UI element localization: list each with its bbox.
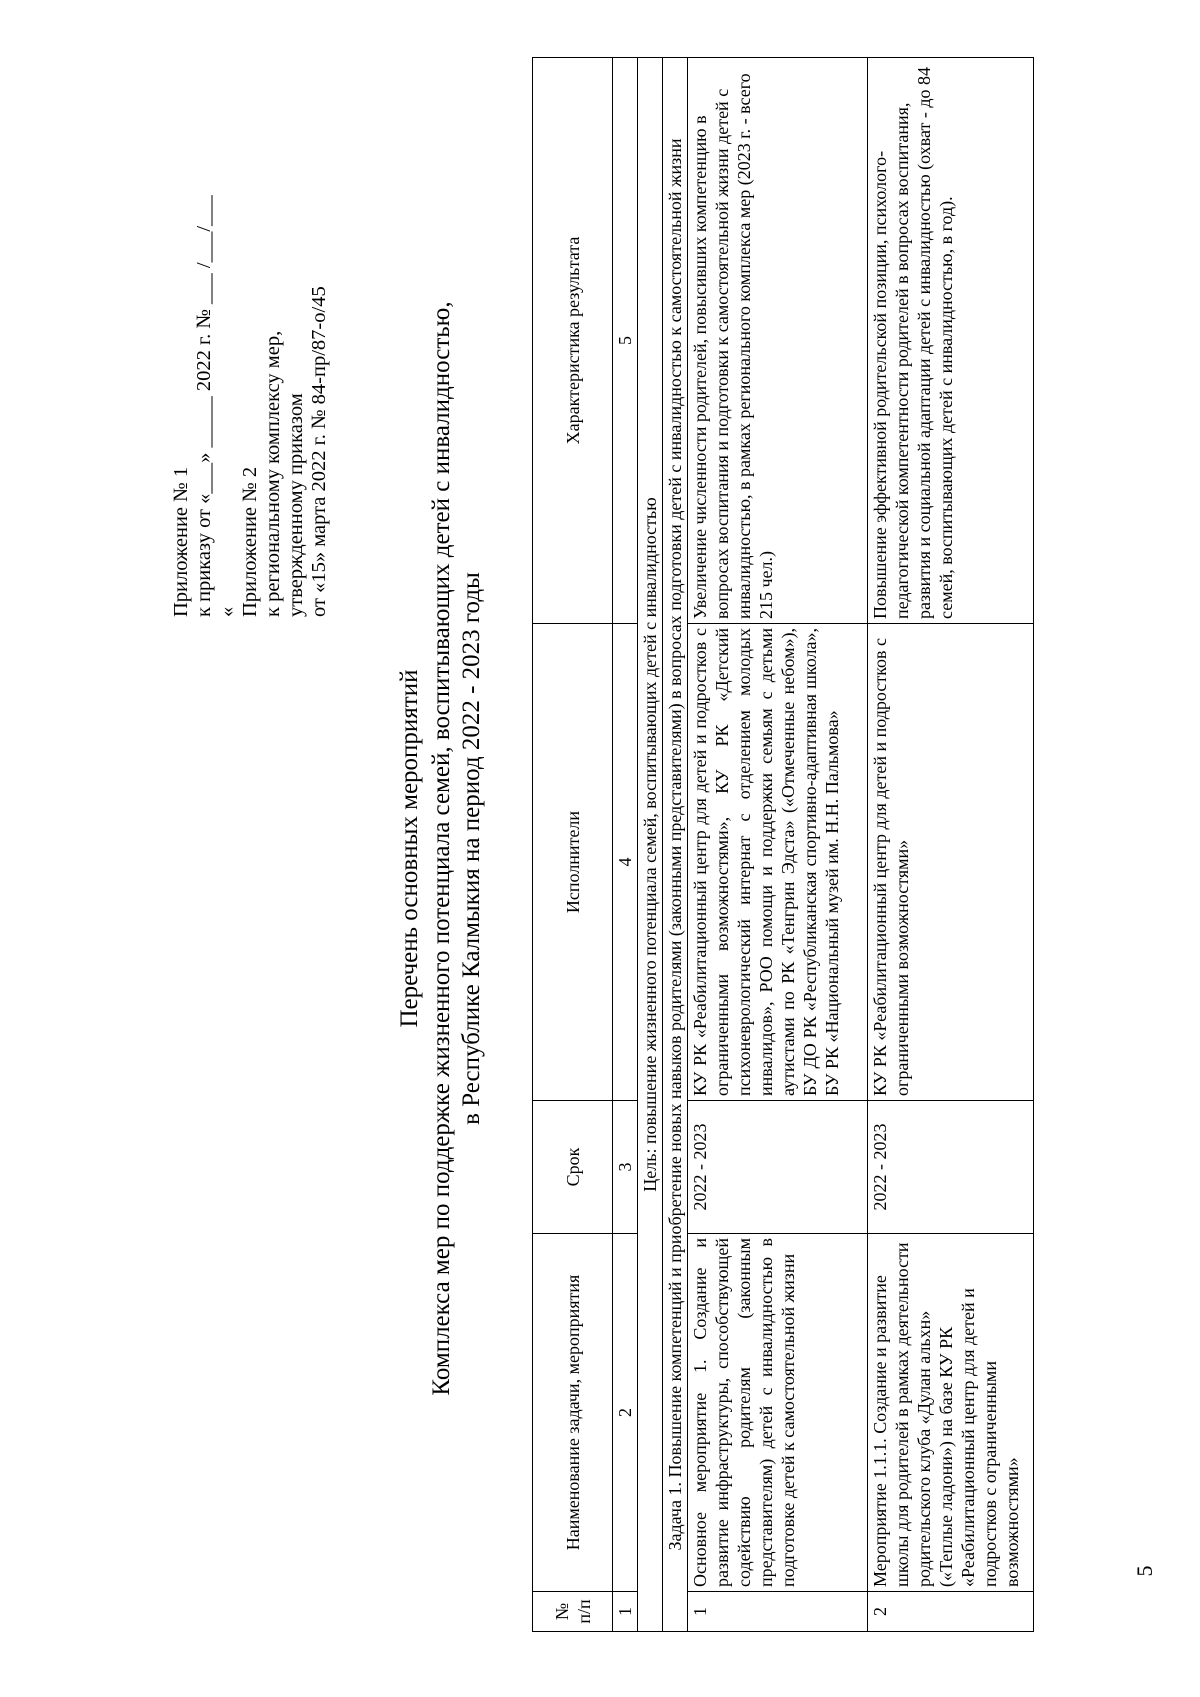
header-executors: Исполнители <box>533 624 613 1101</box>
document-title <box>395 0 487 1697</box>
page-number: 5 <box>1132 1565 1157 1577</box>
row-num: 2 <box>868 1592 1034 1632</box>
title-line-1: Перечень основных мероприятий <box>396 669 423 1028</box>
col-number-1: 1 <box>613 1592 638 1632</box>
header-num: № п/п <box>533 1592 613 1632</box>
header-row <box>533 58 613 1632</box>
header-name: Наименование задачи, мероприятия <box>533 1234 613 1592</box>
table-row <box>688 58 868 1632</box>
header-period: Срок <box>533 1101 613 1234</box>
appendix-header <box>170 57 331 617</box>
col-number-4: 4 <box>613 624 638 1101</box>
appendix-line-1: Приложение № 1 <box>170 466 192 617</box>
row-result: Повышение эффективной родительской позиции, психолого-педагогической компетентности родителей в вопросах воспитания, развития и социальной адаптации детей с инвалидностью (охват - до 84 семей, воспитывающих детей с инвалидностью, в год). <box>868 58 1034 624</box>
row-name: Основное мероприятие 1. Создание и развитие инфраструктуры, способствующей содействию родителям (законным представителям) детей с инвалидностью в подготовке детей к самостоятельной жизни <box>688 1234 868 1592</box>
appendix-line-4: Приложение № 2 <box>239 466 261 617</box>
task-row <box>663 58 688 1632</box>
row-executors: КУ РК «Реабилитационный центр для детей и подростков с ограниченными возможностями», КУ РК «Детский психоневрологический интернат с отделением молодых инвалидов», РОО помощи и поддержки семьям с детьми аутистами по РК «Тенгрин Эдста» («Отмеченные небом»), БУ ДО РК «Республиканская спортивно-адаптивная школа», БУ РК «Национальный музей им. Н.Н. Пальмова» <box>688 624 868 1101</box>
row-period: 2022 - 2023 <box>868 1101 1034 1234</box>
measures-table <box>532 57 1034 1632</box>
goal-text: Цель: повышение жизненного потенциала семей, воспитывающих детей с инвалидностью <box>638 58 663 1632</box>
col-number-2: 2 <box>613 1234 638 1592</box>
row-executors: КУ РК «Реабилитационный центр для детей и подростков с ограниченными возможностями» <box>868 624 1034 1101</box>
goal-row <box>638 58 663 1632</box>
row-period: 2022 - 2023 <box>688 1101 868 1234</box>
row-result: Увеличение численности родителей, повысивших компетенцию в вопросах воспитания и подготовки к самостоятельной жизни детей с инвалидностью, в рамках регионального комплекса мер (2023 г. - всего 215 чел.) <box>688 58 868 624</box>
appendix-line-2: к приказу от «___» _____ 2022 г. № ___ /___/___ <box>193 195 215 617</box>
header-number-row <box>613 58 638 1632</box>
title-line-2: Комплекса мер по поддержке жизненного потенциала семей, воспитывающих детей с инвалидностью, <box>428 301 455 1396</box>
appendix-line-7: от «15» марта 2022 г. № 84-пр/87-о/45 <box>308 286 330 617</box>
table-row <box>868 58 1034 1632</box>
title-line-3: в Республике Калмыкия на период 2022 - 2023 годы <box>458 572 485 1125</box>
appendix-line-5: к региональному комплексу мер, <box>262 330 284 617</box>
task-text: Задача 1. Повышение компетенций и приобретение новых навыков родителями (законными представителями) в вопросах подготовки детей с инвалидностью к самостоятельной жизни <box>663 58 688 1632</box>
col-number-3: 3 <box>613 1101 638 1234</box>
appendix-line-3: « <box>216 606 238 617</box>
row-name: Мероприятие 1.1.1. Создание и развитие школы для родителей в рамках деятельности родительского клуба «Дулан альхн» («Теплые ладони») на базе КУ РК «Реабилитационный центр для детей и подростков с ограниченными возможностями» <box>868 1234 1034 1592</box>
row-num: 1 <box>688 1592 868 1632</box>
col-number-5: 5 <box>613 58 638 624</box>
appendix-line-6: утвержденному приказом <box>285 393 307 617</box>
header-result: Характеристика результата <box>533 58 613 624</box>
